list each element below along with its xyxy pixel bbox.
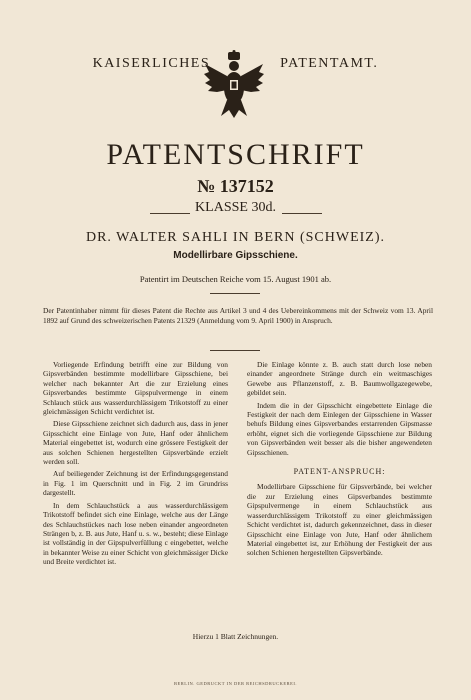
patent-date: Patentirt im Deutschen Reiche vom 15. August 1901 ab. bbox=[139, 274, 332, 284]
divider-right bbox=[282, 213, 322, 214]
header-kaiserliches: KAISERLICHES bbox=[92, 56, 211, 71]
description-paragraph: Auf beiliegender Zeichnung ist der Erfindungsgegenstand in Fig. 1 im Querschnitt und in Fig. 2 im Grundriss dargestellt. bbox=[43, 469, 228, 498]
description-paragraph: Diese Gipsschiene zeichnet sich dadurch aus, dass in jener Gipsschicht eine Einlage von Jute, Hanf oder ähnlichem Material eingebettet ist, wodurch eine grössere Festigkeit der aus solchen Schienen hergestellten Gipsverbände erzielt werden soll. bbox=[43, 419, 228, 467]
description-paragraph: Die Einlage könnte z. B. auch statt durch lose neben einander angeordnete Stränge durch ein weitmaschiges Gewebe aus Pflanzenstoff, z. B. Baumwollgazegewebe, gebildet sein. bbox=[247, 360, 432, 398]
patent-number: № 137152 bbox=[197, 176, 274, 196]
divider-intro bbox=[210, 350, 260, 351]
claim-text: Modellirbare Gipsschiene für Gipsverbände, bei welcher die zur Erzielung eines Gipsverbandes bestimmte Gipspulvermenge in einem Schlauchstück aus wasserdurchlässigem Trikotstoff zu einer gleichmässigen Schicht verdichtet ist, dadurch gekennzeichnet, dass in dieser Gipsschicht eine Einlage von Jute, Hanf oder ähnlichem Material eingebettet ist, zur Erhöhung der Festigkeit der aus solchen Schienen hergestellten Gipsverbände. bbox=[247, 482, 432, 558]
divider-date bbox=[210, 293, 260, 294]
patent-class: KLASSE 30d. bbox=[195, 200, 276, 215]
description-right-column bbox=[247, 360, 432, 561]
printer-imprint: BERLIN. GEDRUCKT IN DER REICHSDRUCKEREI. bbox=[174, 681, 297, 686]
issuing-office-line bbox=[0, 56, 471, 72]
document-title: PATENTSCHRIFT bbox=[106, 138, 365, 171]
drawings-note: Hierzu 1 Blatt Zeichnungen. bbox=[192, 632, 279, 641]
inventor-line: DR. WALTER SAHLI IN BERN (SCHWEIZ). bbox=[85, 230, 386, 245]
claim-heading: PATENT-ANSPRUCH: bbox=[293, 467, 386, 477]
invention-title: Modellirbare Gipsschiene. bbox=[173, 250, 298, 261]
description-paragraph: Indem die in der Gipsschicht eingebettete Einlage die Festigkeit der nach dem Einlegen der Gipsschiene in Wasser behufs Bildung eines Gipsverbandes erstarrenden Gipsmasse erhöht, eignet sich die vorliegende Gipsschiene zur Bildung von Gipsverbänden weit besser als die bisher angewendeten Gipsschienen. bbox=[247, 400, 432, 457]
intro-paragraph: Der Patentinhaber nimmt für dieses Patent die Rechte aus Artikel 3 und 4 des Uebereinkommens mit der Schweiz vom 13. April 1892 auf Grund des schweizerischen Patents 21329 (Anmeldung vom 9. April 1900) in Anspruch. bbox=[43, 306, 433, 325]
description-paragraph: In dem Schlauchstück a aus wasserdurchlässigem Trikotstoff befindet sich eine Einlage, welche aus der Länge des Schlauchstückes nach lose neben einander angeordneten Strängen b, z. B. aus Jute, Hanf u. s. w., besteht; diese Einlage ist vollständig in der Gipspulverfüllung c eingebettet, welche in bekannter Weise zu einer Schicht von gleichmässiger Dicke und Breite verdichtet ist. bbox=[43, 500, 228, 567]
description-paragraph: Vorliegende Erfindung betrifft eine zur Bildung von Gipsverbänden bestimmte modellirbare Gipsschiene, bei welcher nach bekannter Art die zur Erzielung eines Gipsverbandes bestimmte Gipspulvermenge in einem Schlauch stück aus wasserdurchlässigem Trikotstoff zu einer gleichmässigen Schicht verdichtet ist. bbox=[43, 360, 228, 417]
header-patentamt: PATENTAMT. bbox=[280, 56, 379, 71]
description-left-column bbox=[43, 360, 228, 570]
